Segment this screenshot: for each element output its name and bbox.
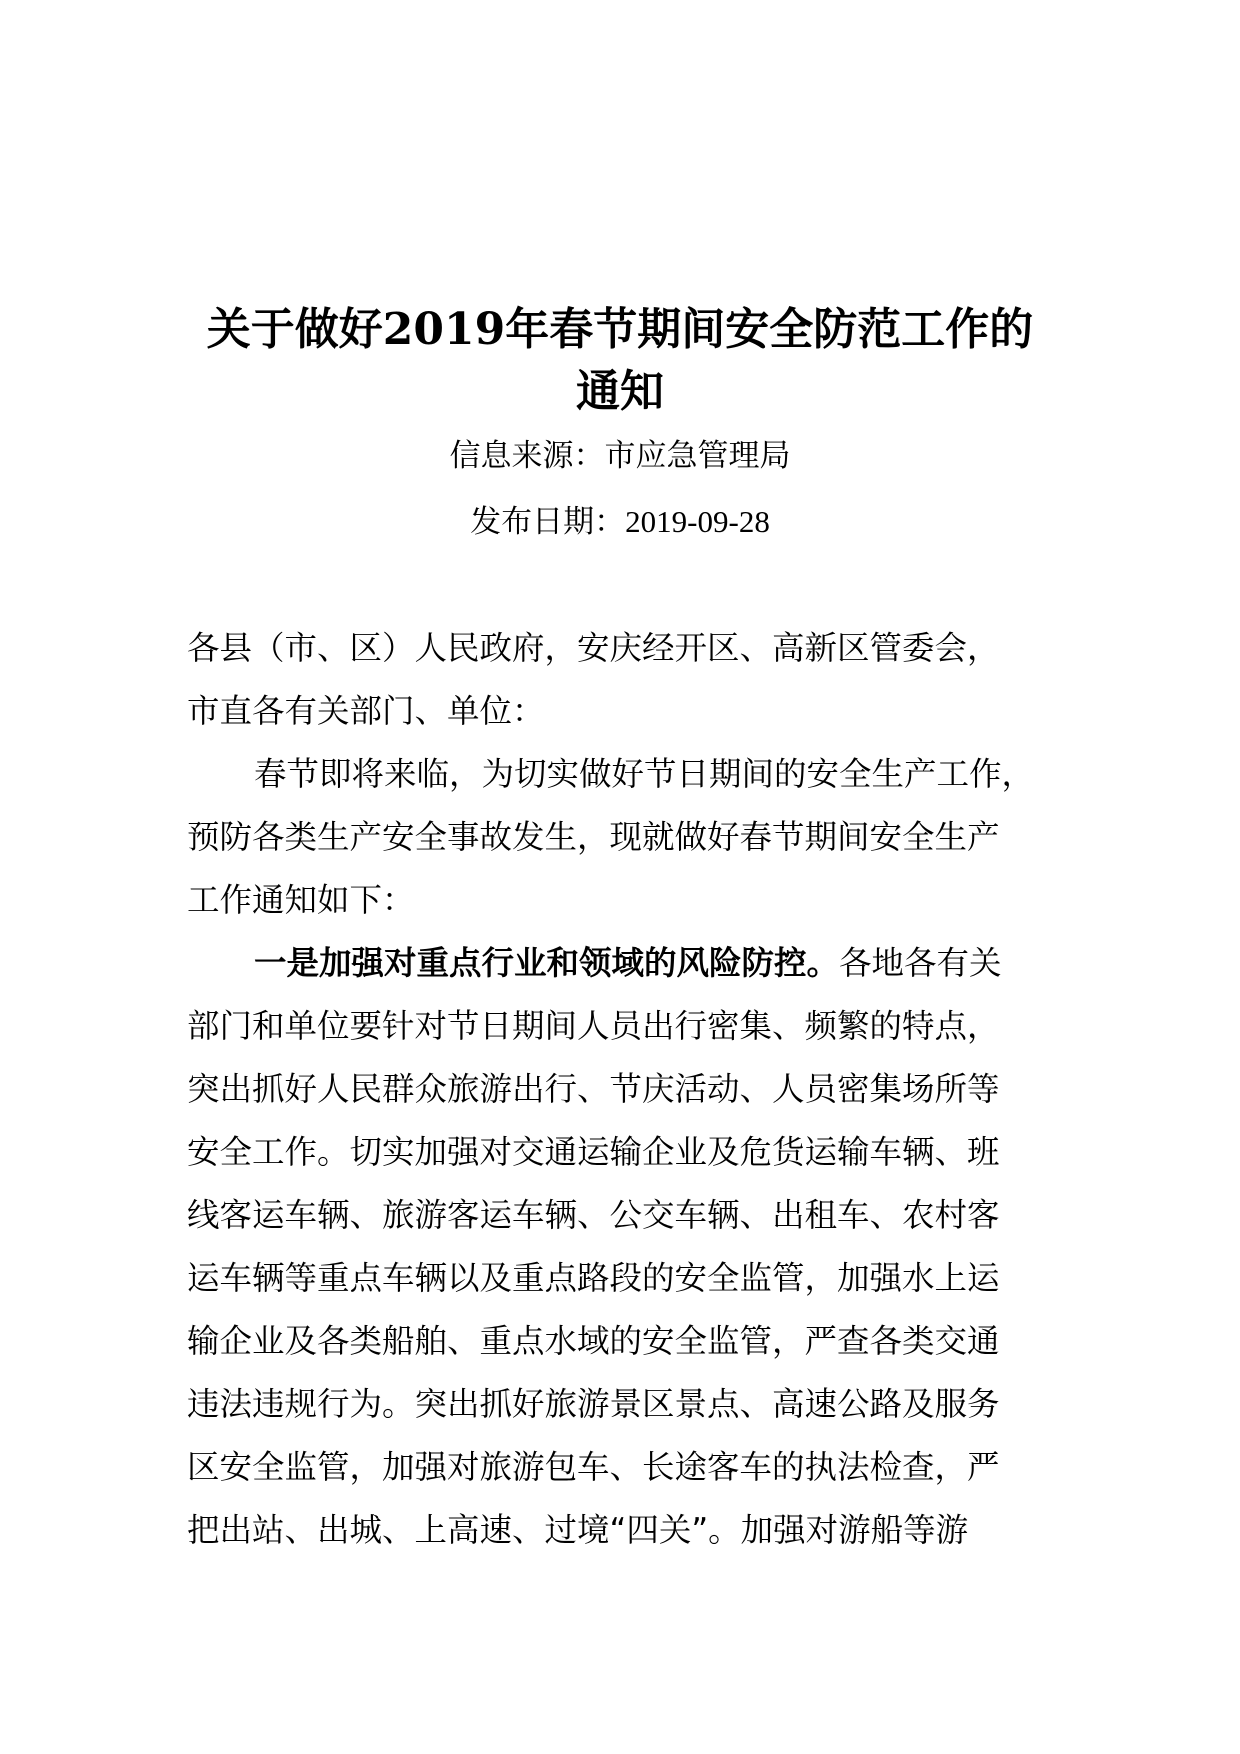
publish-date-value: 2019-09-28 (625, 504, 770, 539)
addressee-line-2: 市直各有关部门、单位： (187, 692, 545, 730)
document-title-line-2: 通知 (576, 366, 664, 417)
section-1-line: 突出抓好人民群众旅游出行、节庆活动、人员密集场所等 (187, 1070, 1000, 1108)
section-1-line: 区安全监管，加强对旅游包车、长途客车的执法检查，严 (187, 1448, 1000, 1486)
addressee-line-1: 各县（市、区）人民政府，安庆经开区、高新区管委会， (187, 629, 1000, 667)
section-1-line: 把出站、出城、上高速、过境“四关”。加强对游船等游 (187, 1511, 969, 1549)
publish-date-label: 发布日期： (470, 504, 626, 540)
info-source: 信息来源：市应急管理局 (449, 438, 791, 474)
section-1-line: 线客运车辆、旅游客运车辆、公交车辆、出租车、农村客 (187, 1196, 1000, 1234)
intro-line-2: 预防各类生产安全事故发生，现就做好春节期间安全生产 (187, 818, 1000, 856)
intro-line-3: 工作通知如下： (187, 881, 415, 919)
section-1-line: 输企业及各类船舶、重点水域的安全监管，严查各类交通 (187, 1322, 1000, 1360)
section-1-first-line (254, 941, 1002, 985)
section-1-first-line-rest: 各地各有关 (839, 944, 1002, 982)
intro-line-1: 春节即将来临，为切实做好节日期间的安全生产工作， (254, 755, 1035, 793)
publish-date (150, 502, 1090, 542)
section-1-line: 运车辆等重点车辆以及重点路段的安全监管，加强水上运 (187, 1259, 1000, 1297)
section-1-heading: 一是加强对重点行业和领域的风险防控。 (254, 944, 840, 982)
section-1-line: 部门和单位要针对节日期间人员出行密集、频繁的特点， (187, 1007, 1000, 1045)
document-title-line-1: 关于做好2019年春节期间安全防范工作的 (206, 304, 1034, 355)
section-1-line: 违法违规行为。突出抓好旅游景区景点、高速公路及服务 (187, 1385, 1000, 1423)
section-1-line: 安全工作。切实加强对交通运输企业及危货运输车辆、班 (187, 1133, 1000, 1171)
